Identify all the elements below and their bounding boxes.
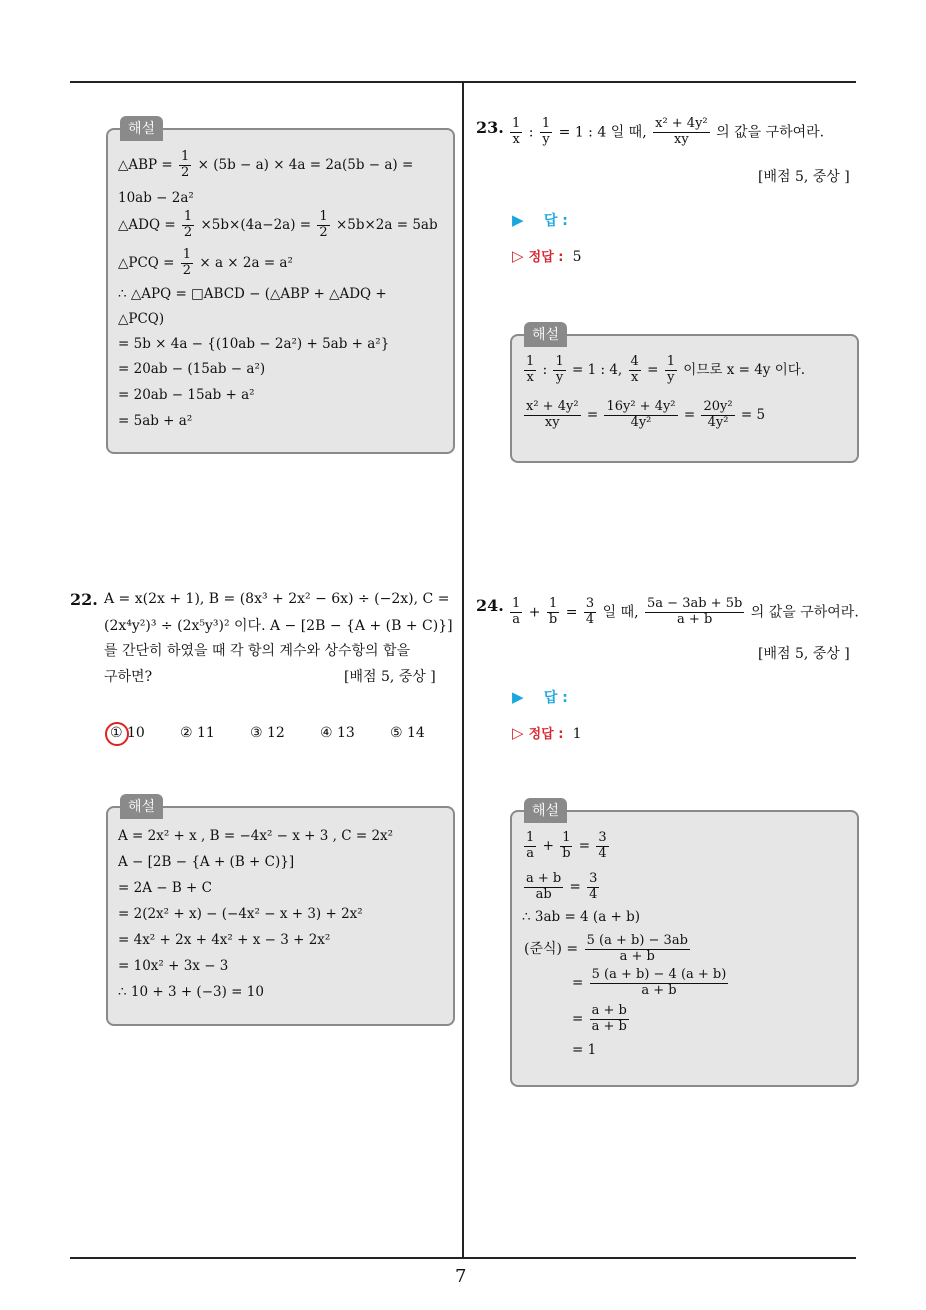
q22-choice-2[interactable]: ② 11 xyxy=(180,725,215,741)
answer-arrow-icon: ▶ xyxy=(512,688,524,706)
q22-choice-5[interactable]: ⑤ 14 xyxy=(390,725,425,741)
q24-solution-line-6: = $\frac{a + b}{a + b}$ xyxy=(572,1003,627,1034)
q22-text-line-4: 구하면? xyxy=(104,669,153,685)
q21-line-8: = 20ab − (15ab − a²) xyxy=(118,361,266,377)
q22-solution-line-2: A − [2B − {A + (B + C)}] xyxy=(118,854,295,870)
q24-question: $\frac{1}{a}$ + $\frac{1}{b}$ = $\frac{3}{4}$ 일 때, $\frac{5a - 3ab + 5b}{a + b}$ 의 값을 구하여라. xyxy=(512,596,859,627)
page-number: 7 xyxy=(455,1266,467,1287)
q23-solution-tab: 해설 xyxy=(524,322,567,347)
correct-arrow-icon: ▷ xyxy=(512,724,524,742)
q24-solution-line-5: = $\frac{5 (a + b) - 4 (a + b)}{a + b}$ xyxy=(572,967,727,998)
q23-solution-line-2: $\frac{\text{x² + 4y²}}{xy}$ = $\frac{\text{16y² + 4y²}}{\text{4y²}}$ = $\frac{\text{20y²}}{\text{4y²}}$ = 5 xyxy=(526,399,766,430)
q21-line-10: = 5ab + a² xyxy=(118,413,193,429)
q22-choice-1[interactable]: ① 10 xyxy=(110,725,145,741)
q21-line-5: ∴ △APQ = □ABCD − (△ABP + △ADQ + xyxy=(118,286,387,302)
q24-solution-line-4: (준식) = $\frac{5 (a + b) - 3ab}{a + b}$ xyxy=(524,933,688,964)
q24-correct-row: ▷ 정답 : 1 xyxy=(512,724,582,742)
q24-solution-line-2: $\frac{a + b}{ab}$ = $\frac{3}{4}$ xyxy=(526,871,598,902)
q22-number: 22. xyxy=(70,590,98,609)
q24-answer-row: ▶ 답 : xyxy=(512,688,568,706)
q21-solution-tab: 해설 xyxy=(120,116,163,141)
q22-solution-line-1: A = 2x² + x , B = −4x² − x + 3 , C = 2x² xyxy=(118,828,394,844)
q21-line-4: △PCQ = $\frac{1}{2}$ × a × 2a = a² xyxy=(118,247,293,278)
q22-solution-line-6: = 10x² + 3x − 3 xyxy=(118,958,229,974)
q21-line-2: 10ab − 2a² xyxy=(118,190,194,206)
q22-meta: [배점 5, 중상 ] xyxy=(344,669,436,685)
q22-solution-line-4: = 2(2x² + x) − (−4x² − x + 3) + 2x² xyxy=(118,906,363,922)
q24-solution-line-1: $\frac{1}{a}$ + $\frac{1}{b}$ = $\frac{3}{4}$ xyxy=(526,830,607,861)
answer-arrow-icon: ▶ xyxy=(512,211,524,229)
q22-choice-4[interactable]: ④ 13 xyxy=(320,725,355,741)
q23-solution-line-1: $\frac{1}{x}$ : $\frac{1}{y}$ = 1 : 4, $\frac{4}{x}$ = $\frac{1}{y}$ 이므로 x = 4y 이다. xyxy=(526,354,806,385)
q21-line-6: △PCQ) xyxy=(118,311,165,327)
q22-solution-tab: 해설 xyxy=(120,794,163,819)
q22-solution-line-3: = 2A − B + C xyxy=(118,880,212,896)
q23-question: $\frac{1}{x}$ : $\frac{1}{y}$ = 1 : 4 일 때, $\frac{\text{x² + 4y²}}{xy}$ 의 값을 구하여라. xyxy=(512,116,825,147)
q24-solution-tab: 해설 xyxy=(524,798,567,823)
q22-text-line-2: (2x⁴y²)³ ÷ (2x⁵y³)² 이다. A − [2B − {A + (B + C)}] xyxy=(104,618,453,634)
q22-solution-line-5: = 4x² + 2x + 4x² + x − 3 + 2x² xyxy=(118,932,331,948)
q22-text-line-3: 를 간단히 하였을 때 각 항의 계수와 상수항의 합을 xyxy=(104,643,411,659)
q21-line-9: = 20ab − 15ab + a² xyxy=(118,387,255,403)
q24-number: 24. xyxy=(476,596,504,615)
q22-text-line-1: A = x(2x + 1), B = (8x³ + 2x² − 6x) ÷ (−2x), C = xyxy=(104,591,450,607)
q21-line-7: = 5b × 4a − {(10ab − 2a²) + 5ab + a²} xyxy=(118,336,390,352)
column-divider xyxy=(462,82,464,1258)
q21-line-1: △ABP = $\frac{1}{2}$ × (5b − a) × 4a = 2a(5b − a) = xyxy=(118,149,414,180)
q22-solution-line-7: ∴ 10 + 3 + (−3) = 10 xyxy=(118,984,264,1000)
q23-number: 23. xyxy=(476,118,504,137)
q23-correct-row: ▷ 정답 : 5 xyxy=(512,247,582,265)
correct-arrow-icon: ▷ xyxy=(512,247,524,265)
q24-solution-line-7: = 1 xyxy=(572,1042,597,1058)
q23-answer-row: ▶ 답 : xyxy=(512,211,568,229)
q22-choice-3[interactable]: ③ 12 xyxy=(250,725,285,741)
q23-meta: [배점 5, 중상 ] xyxy=(758,169,850,185)
q24-solution-line-3: ∴ 3ab = 4 (a + b) xyxy=(522,909,641,925)
q21-line-3: △ADQ = $\frac{1}{2}$ ×5b×(4a−2a) = $\frac{1}{2}$ ×5b×2a = 5ab xyxy=(118,209,438,240)
bottom-rule xyxy=(70,1257,856,1259)
q24-meta: [배점 5, 중상 ] xyxy=(758,646,850,662)
